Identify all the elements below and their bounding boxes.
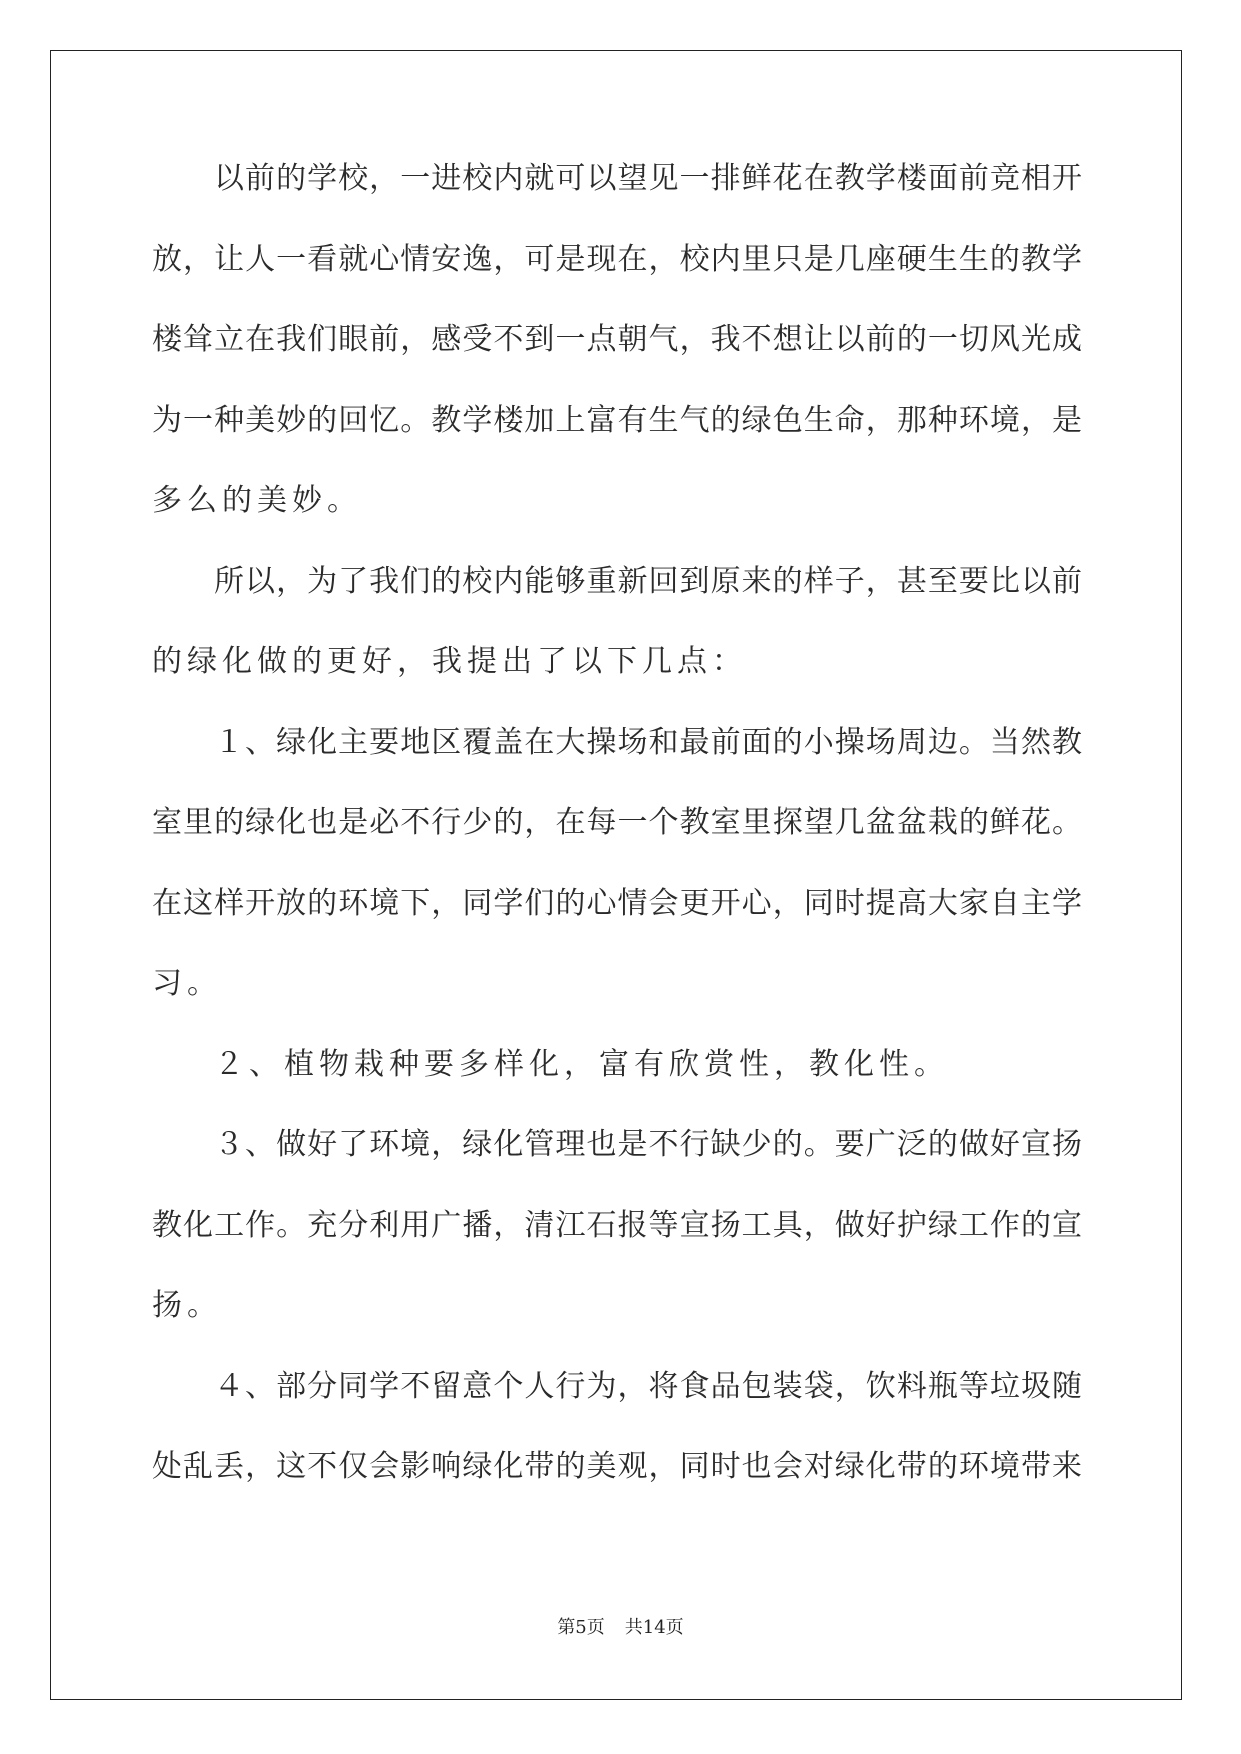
- text-line: １、绿化主要地区覆盖在大操场和最前面的小操场周边。当然教: [214, 724, 1082, 760]
- text-line: 处乱丢，这不仅会影响绿化带的美观，同时也会对绿化带的环境带来: [152, 1449, 1082, 1484]
- text-line: 的绿化做的更好，我提出了以下几点：: [152, 644, 747, 679]
- text-line: 习。: [152, 966, 222, 1001]
- text-line: 室里的绿化也是必不行少的，在每一个教室里探望几盆盆栽的鲜花。: [152, 805, 1082, 840]
- page-footer: [0, 1613, 1241, 1639]
- text-line: ２、植物栽种要多样化，富有欣赏性，教化性。: [214, 1046, 949, 1082]
- page-total: 共14页: [624, 1617, 684, 1638]
- text-line: 多么的美妙。: [152, 483, 362, 518]
- text-line: 所以，为了我们的校内能够重新回到原来的样子，甚至要比以前: [214, 563, 1082, 599]
- text-line: 楼耸立在我们眼前，感受不到一点朝气，我不想让以前的一切风光成: [152, 322, 1082, 357]
- text-line: 在这样开放的环境下，同学们的心情会更开心，同时提高大家自主学: [152, 885, 1082, 921]
- text-line: ３、做好了环境，绿化管理也是不行缺少的。要广泛的做好宣扬: [214, 1127, 1082, 1162]
- page-number: 第5页: [557, 1617, 605, 1638]
- text-line: 以前的学校，一进校内就可以望见一排鲜花在教学楼面前竞相开: [214, 161, 1082, 196]
- text-line: 教化工作。充分利用广播，清江石报等宣扬工具，做好护绿工作的宣: [152, 1207, 1082, 1243]
- text-line: ４、部分同学不留意个人行为，将食品包装袋，饮料瓶等垃圾随: [214, 1368, 1082, 1404]
- document-body: [152, 149, 1082, 1518]
- text-line: 为一种美妙的回忆。教学楼加上富有生气的绿色生命，那种环境，是: [152, 402, 1082, 438]
- text-line: 放，让人一看就心情安逸，可是现在，校内里只是几座硬生生的教学: [152, 241, 1082, 277]
- text-line: 扬。: [152, 1288, 222, 1323]
